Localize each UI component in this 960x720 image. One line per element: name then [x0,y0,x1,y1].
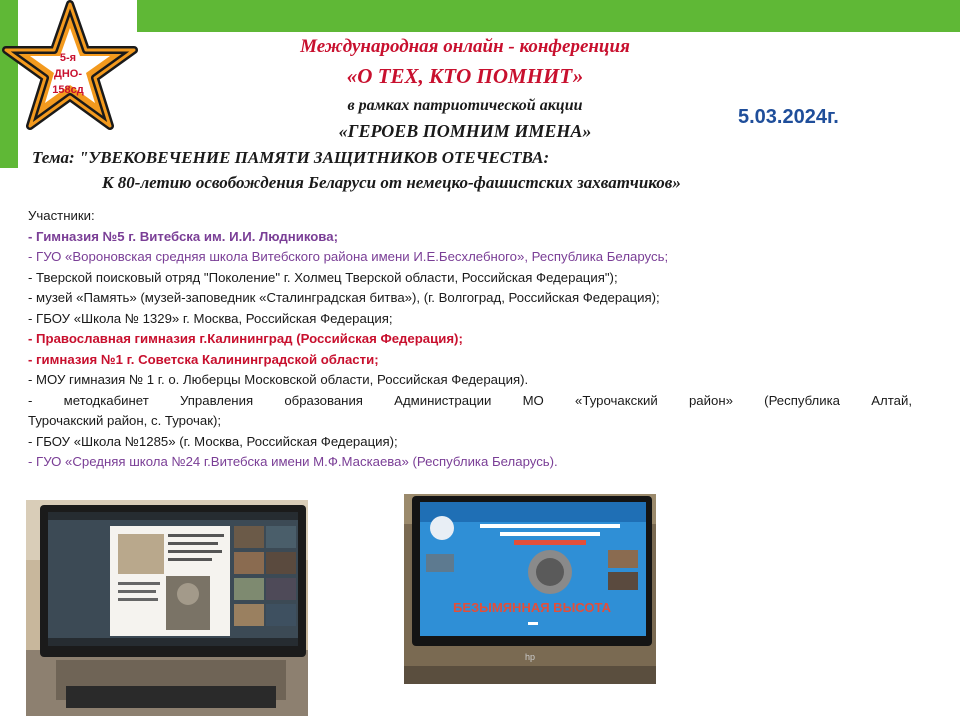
list-item: - методкабинет Управления образования Администрации МО «Турочакский район» (Республика Алтай, [28,392,912,408]
list-item: - ГБОУ «Школа № 1329» г. Москва, Российская Федерация; [28,310,393,326]
list-item: - музей «Память» (музей-заповедник «Сталинградская битва»), (г. Волгоград, Российская Федерация); [28,290,660,305]
list-item: Турочакский район, с. Турочак); [28,413,222,428]
list-item: - ГБОУ «Школа №1285» (г. Москва, Российская Федерация); [28,433,398,449]
participants-title: Участники: [28,208,95,223]
list-item: - МОУ гимназия № 1 г. о. Люберцы Московской области, Российская Федерация). [28,372,529,387]
monitor-brand-logo: hp [524,652,536,662]
list-item: - Тверской поисковый отряд "Поколение" г. Холмец Тверской области, Российская Федерация"); [28,269,618,285]
slide-title: БЕЗЫМЯННАЯ ВЫСОТА [453,600,611,615]
victory-star-emblem [0,0,140,140]
action-subtitle: в рамках патриотической акции [347,97,583,114]
photo-video-call [26,500,308,716]
list-item: - ГУО «Средняя школа №24 г.Витебска имени М.Ф.Маскаева» (Республика Беларусь). [28,454,558,469]
list-item: - Православная гимназия г.Калининград (Российская Федерация); [28,331,463,346]
theme-line-2: К 80-летию освобождения Беларуси от немецко-фашистских захватчиков» [102,173,681,192]
theme-line-1: Тема: "УВЕКОВЕЧЕНИЕ ПАМЯТИ ЗАЩИТНИКОВ ОТЕЧЕСТВА: [32,148,550,167]
list-item: - Гимназия №5 г. Витебска им. И.И. Людникова; [28,228,338,244]
event-date: 5.03.2024г. [738,106,839,128]
participants-list [28,206,912,488]
action-name: «ГЕРОЕВ ПОМНИМ ИМЕНА» [338,121,592,141]
list-item: - ГУО «Вороновская средняя школа Витебского района имени И.Е.Бесхлебного», Республика Беларусь; [28,249,669,264]
emblem-label: 5-я ДНО- 158сд [52,52,84,96]
photo-presentation [404,494,656,684]
list-item: - гимназия №1 г. Советска Калининградской области; [28,351,379,367]
conference-name: «О ТЕХ, КТО ПОМНИТ» [346,64,584,88]
conference-title: Международная онлайн - конференция [300,36,630,57]
top-green-bar [137,0,960,32]
